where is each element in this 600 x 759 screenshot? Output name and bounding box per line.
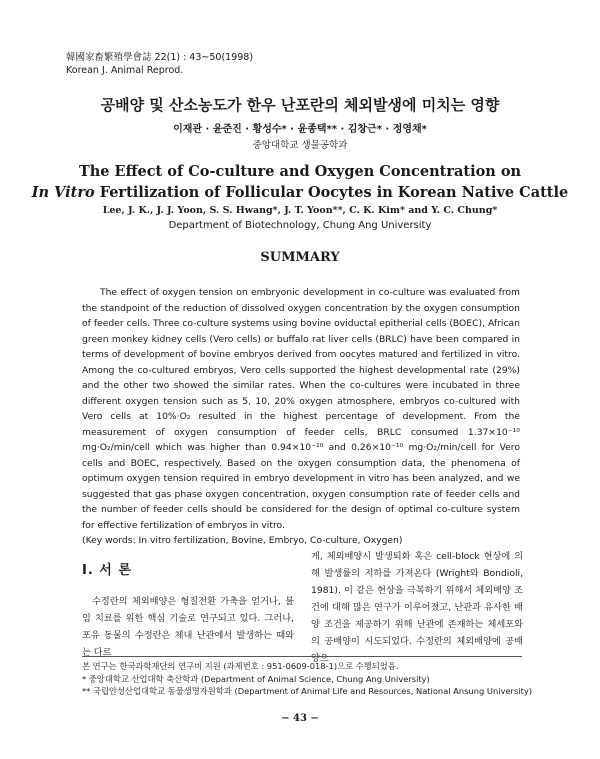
paper-title-korean: 공배양 및 산소농도가 한우 난포란의 체외발생에 미치는 영향 [100,96,500,114]
authors-korean: 이재관 · 윤준진 · 황성수* · 윤종택** · 김창근* · 정영채* [173,124,427,135]
intro-paragraph-right: 게, 체외배양시 발생퇴화 혹은 cell-block 현상에 의해 발생률의 저하를 가져온다 (Wright와 Bondioli, 1981). 이 같은 현상을 극복하기 위해서 체외배양 조건에 대해 많은 연구가 이루어졌고, 난관과 유사한 배양 조건을 제공하기 위해 난관에 존재하는 체세포와의 공배양이 시도되었다. 수정란의 체외배양에 공배양으 [311,551,523,664]
footnotes [82,656,532,698]
body-column-right [311,548,523,667]
affiliation-korean: 중앙대학교 생물공학과 [252,140,348,151]
authors-english: Lee, J. K., J. J. Yoon, S. S. Hwang*, J. T. Yoon**, C. K. Kim* and Y. C. Chung* [102,205,498,216]
paper-title-english [0,161,600,203]
body-column-left [82,548,294,661]
abstract [82,285,520,549]
footnote-affil-2: ** 국립안성산업대학교 동물생명자원학과 (Department of Animal Life and Resources, National Ansung University) [82,686,532,696]
intro-paragraph-left: 수정란의 체외배양은 형질전환 가축을 얻거나, 불임 치료를 위한 핵심 기술로 연구되고 있다. 그러나, 포유 동물의 수정란은 체내 난관에서 발생하는 때와는 다르 [82,596,294,658]
keywords: (Key words: In vitro fertilization, Bovine, Embryo, Co-culture, Oxygen) [82,535,403,546]
journal-citation [66,51,253,77]
title-rest-part: Fertilization of Follicular Oocytes in Korean Native Cattle [94,184,569,201]
footnote-affil-1: * 중앙대학교 산업대학 축산학과 (Department of Animal Science, Chung Ang University) [82,673,430,684]
section-heading-introduction: Ⅰ. 서 론 [82,563,132,578]
journal-name-kr: 韓國家畜繁殖學會誌 22(1) : 43~50(1998) [66,52,254,63]
title-line-1: The Effect of Co-culture and Oxygen Concentration on [78,163,522,180]
footnote-funding: 본 연구는 한국과학재단의 연구비 지원 (과제번호 : 951-0609-018-1)으로 수행되었음. [82,661,399,671]
abstract-text: The effect of oxygen tension on embryonic development in co-culture was evaluated from the standpoint of the reduction of dissolved oxygen concentration by the oxygen consumption of feeder cells. Three co-culture systems using bovine oviductal epitherial cells (BOEC), African green monkey kidney cells (Vero cells) or buffalo rat liver cells (BRLC) have been compared in terms of development of bovine embryos derived from oocytes matured and fertilized in vitro. Among the co-cultured embryos, Vero cells supported the highest developmental rate (29%) and the other two showed the similar rates. When the co-cultures were incubated in three different oxygen tension such as 5, 10, 20% oxygen atmosphere, embryos co-cultured with Vero cells at 10%·O₂ resulted in the highest percentage of development. From the measurement of oxygen consumption of feeder cells, BRLC consumed 1.37×10⁻¹⁰ mg·O₂/min/cell which was higher than 0.94×10⁻¹⁰ and 0.26×10⁻¹⁰ mg·O₂/min/cell for Vero cells and BOEC, respectively. Based on the oxygen consumption data, the phenomena of optimum oxygen tension required in embryo development in vitro has been analyzed, and we suggested that gas phase oxygen concentration, oxygen consumption rate of feeder cells and the number of feeder cells should be considered for the design of optimal co-culture system for effective fertilization of embryos in vitro. [82,287,520,531]
title-line-2 [0,182,600,203]
title-italic-part: In Vitro [31,184,95,201]
summary-heading: SUMMARY [260,250,340,265]
page-number: − 43 − [281,713,319,724]
affiliation-english: Department of Biotechnology, Chung Ang University [168,220,432,231]
journal-name-en: Korean J. Animal Reprod. [66,65,184,76]
